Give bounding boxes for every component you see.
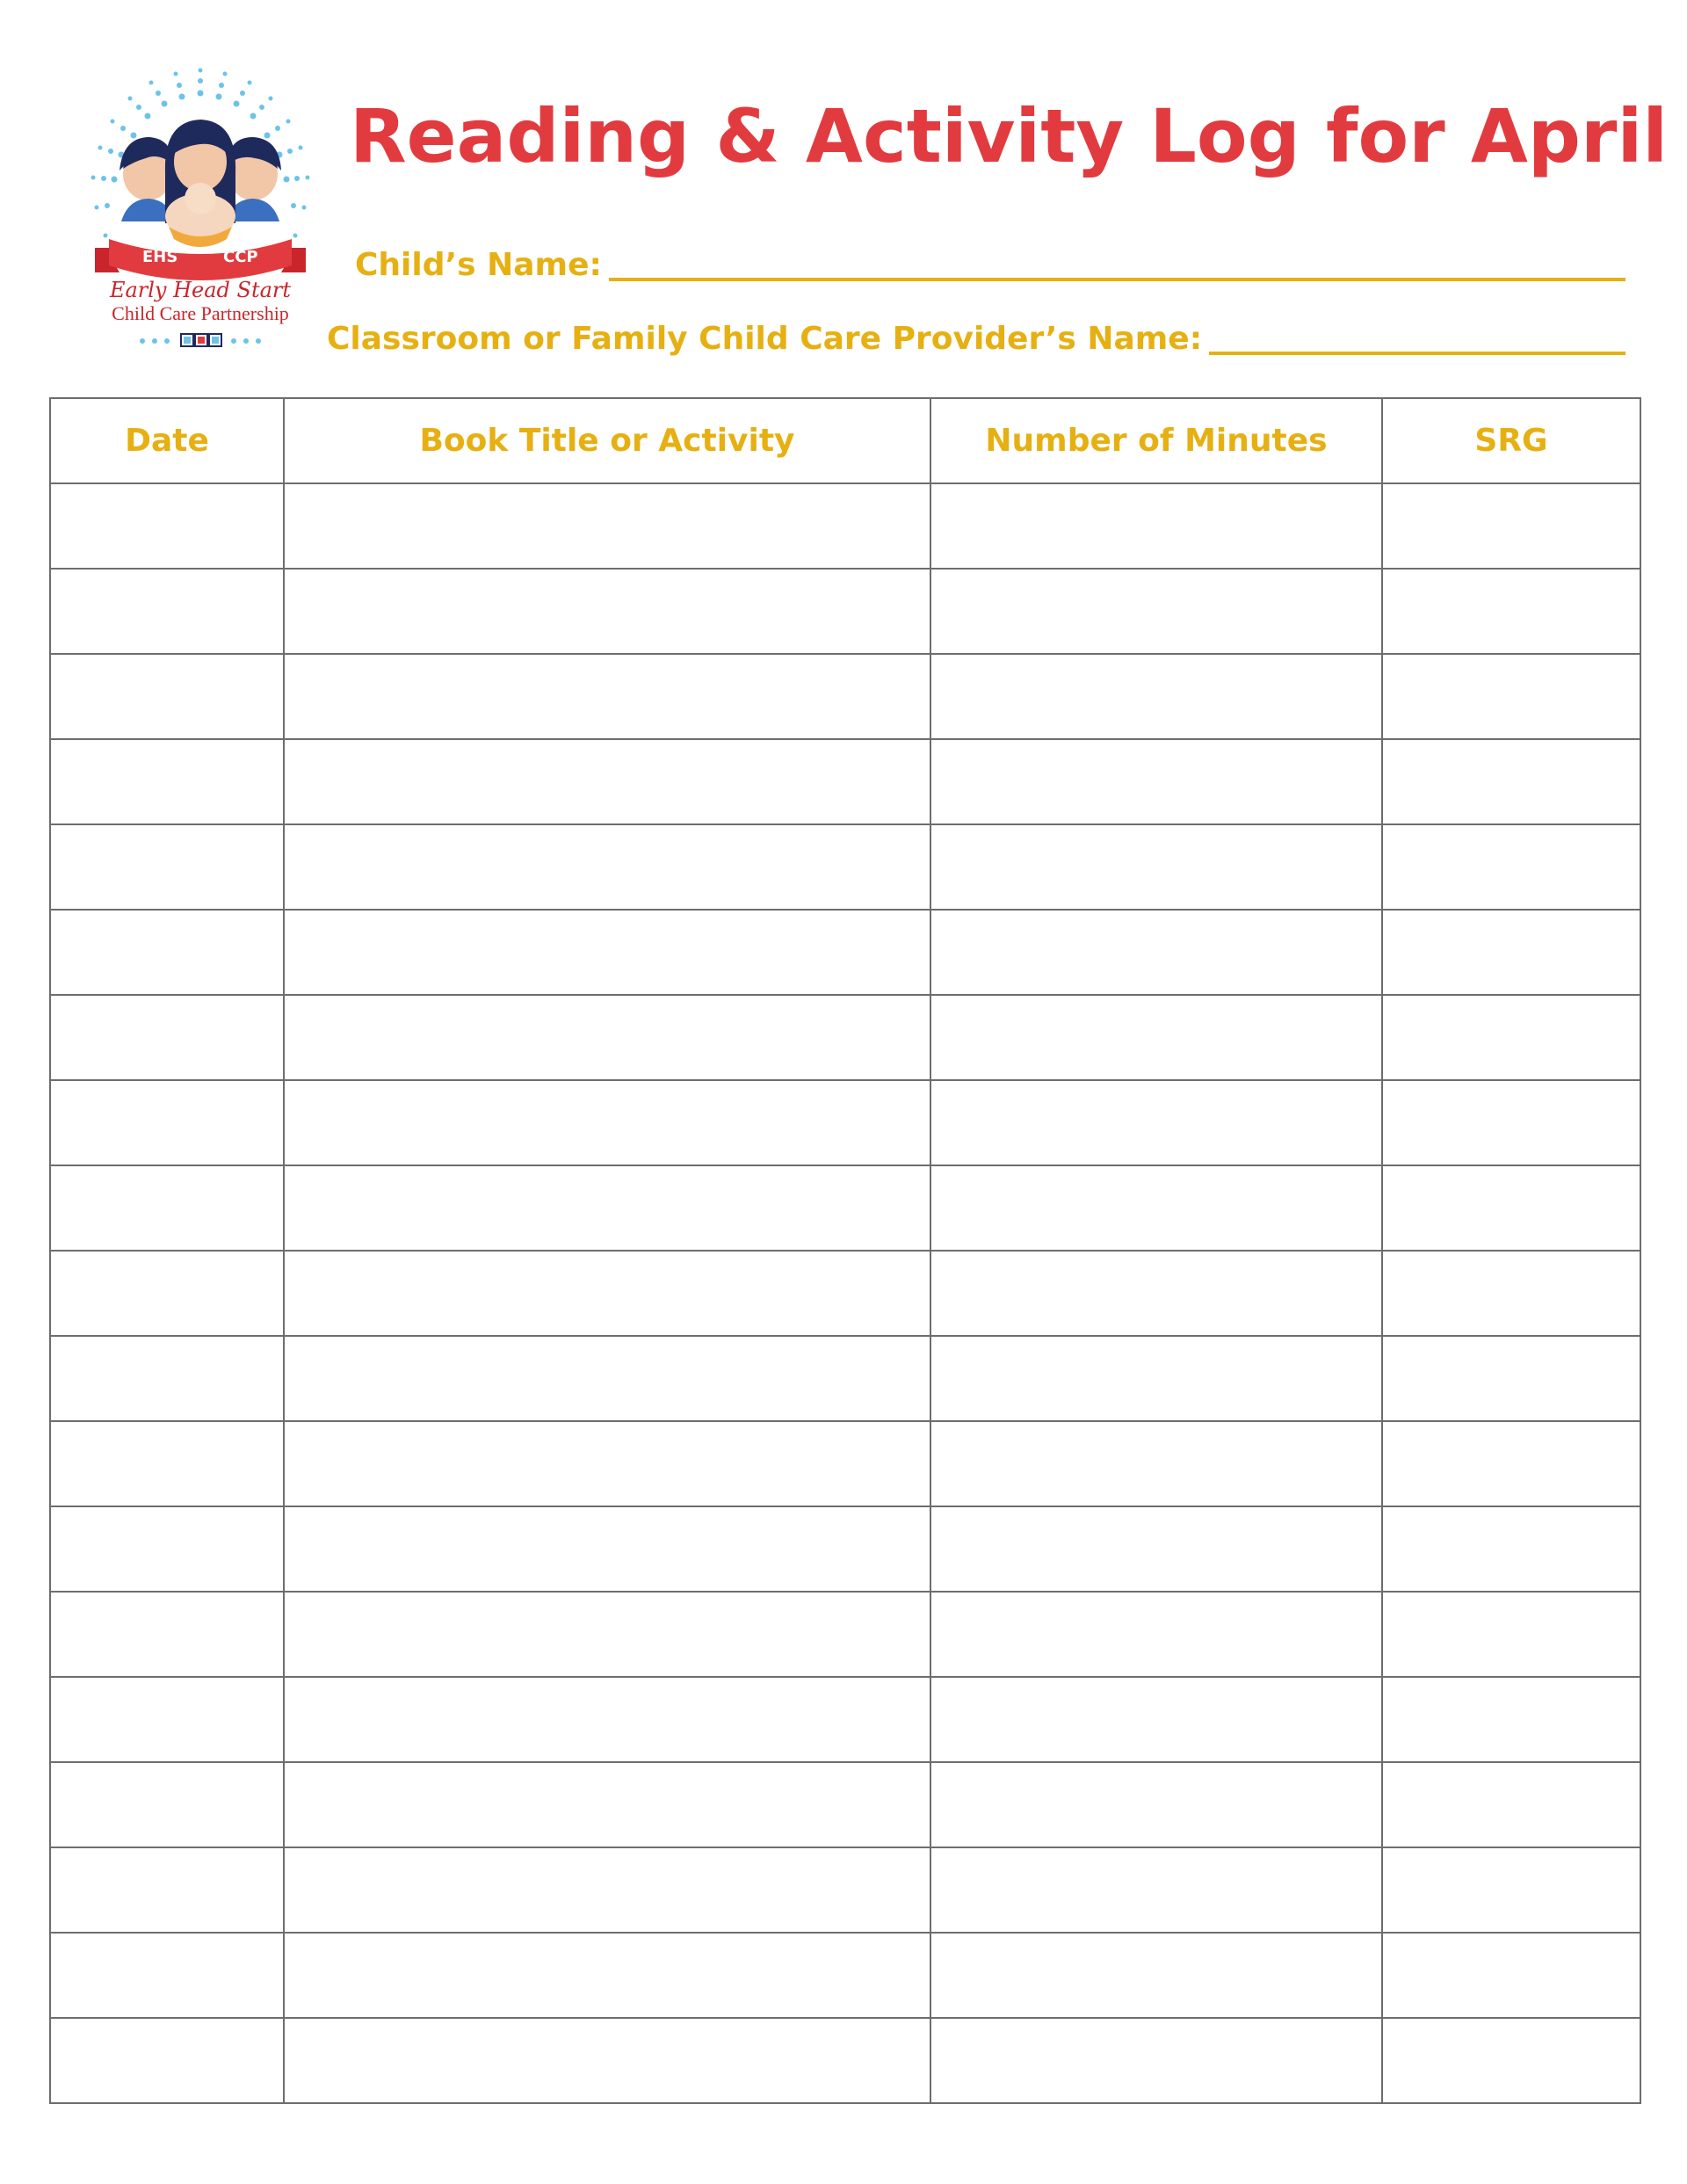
book-title-cell[interactable] (284, 995, 930, 1080)
minutes-cell[interactable] (930, 1080, 1382, 1165)
table-row (50, 1251, 1640, 1336)
book-title-cell[interactable] (284, 1592, 930, 1677)
provider-name-field[interactable] (327, 313, 1625, 357)
minutes-cell[interactable] (930, 1251, 1382, 1336)
date-cell[interactable] (50, 1336, 284, 1421)
srg-cell[interactable] (1382, 1421, 1640, 1506)
srg-cell[interactable] (1382, 1506, 1640, 1592)
column-header-srg: SRG (1382, 398, 1640, 483)
srg-cell[interactable] (1382, 1847, 1640, 1933)
date-cell[interactable] (50, 1762, 284, 1847)
book-title-cell[interactable] (284, 1080, 930, 1165)
srg-cell[interactable] (1382, 1251, 1640, 1336)
logo-script-line: Early Head Start (109, 278, 292, 302)
minutes-cell[interactable] (930, 1847, 1382, 1933)
table-row (50, 1165, 1640, 1251)
date-cell[interactable] (50, 1677, 284, 1762)
table-row (50, 1933, 1640, 2018)
minutes-cell[interactable] (930, 1165, 1382, 1251)
table-row (50, 1421, 1640, 1506)
srg-cell[interactable] (1382, 1592, 1640, 1677)
book-title-cell[interactable] (284, 1251, 930, 1336)
minutes-cell[interactable] (930, 1421, 1382, 1506)
srg-cell[interactable] (1382, 995, 1640, 1080)
table-row (50, 1336, 1640, 1421)
minutes-cell[interactable] (930, 483, 1382, 569)
family-logo-icon (77, 67, 323, 357)
date-cell[interactable] (50, 2018, 284, 2103)
srg-cell[interactable] (1382, 739, 1640, 824)
reading-log-table (49, 397, 1641, 2104)
book-title-cell[interactable] (284, 654, 930, 739)
srg-cell[interactable] (1382, 483, 1640, 569)
minutes-cell[interactable] (930, 739, 1382, 824)
table-row (50, 995, 1640, 1080)
srg-cell[interactable] (1382, 2018, 1640, 2103)
table-row (50, 2018, 1640, 2103)
date-cell[interactable] (50, 569, 284, 654)
logo-badge-right: CCP (223, 248, 258, 266)
srg-cell[interactable] (1382, 1165, 1640, 1251)
srg-cell[interactable] (1382, 1762, 1640, 1847)
srg-cell[interactable] (1382, 1080, 1640, 1165)
book-title-cell[interactable] (284, 1762, 930, 1847)
book-title-cell[interactable] (284, 569, 930, 654)
child-name-label: Child’s Name: (355, 247, 602, 283)
srg-cell[interactable] (1382, 910, 1640, 995)
minutes-cell[interactable] (930, 654, 1382, 739)
minutes-cell[interactable] (930, 910, 1382, 995)
column-header-minutes: Number of Minutes (930, 398, 1382, 483)
table-row (50, 569, 1640, 654)
column-header-book-title: Book Title or Activity (284, 398, 930, 483)
date-cell[interactable] (50, 483, 284, 569)
minutes-cell[interactable] (930, 995, 1382, 1080)
table-row (50, 1847, 1640, 1933)
date-cell[interactable] (50, 910, 284, 995)
date-cell[interactable] (50, 1080, 284, 1165)
table-row (50, 1592, 1640, 1677)
book-title-cell[interactable] (284, 1506, 930, 1592)
date-cell[interactable] (50, 654, 284, 739)
table-row (50, 1080, 1640, 1165)
minutes-cell[interactable] (930, 2018, 1382, 2103)
provider-name-line[interactable] (1209, 352, 1625, 355)
date-cell[interactable] (50, 1421, 284, 1506)
logo-name-line: Child Care Partnership (112, 302, 289, 324)
table-row (50, 1762, 1640, 1847)
table-row (50, 739, 1640, 824)
table-row (50, 483, 1640, 569)
date-cell[interactable] (50, 995, 284, 1080)
date-cell[interactable] (50, 1165, 284, 1251)
minutes-cell[interactable] (930, 1677, 1382, 1762)
srg-cell[interactable] (1382, 654, 1640, 739)
minutes-cell[interactable] (930, 1336, 1382, 1421)
table-row (50, 910, 1640, 995)
table-row (50, 824, 1640, 910)
srg-cell[interactable] (1382, 1933, 1640, 2018)
book-title-cell[interactable] (284, 1336, 930, 1421)
child-name-field[interactable] (355, 239, 1625, 283)
column-header-date: Date (50, 398, 284, 483)
table-header-row (50, 398, 1640, 483)
date-cell[interactable] (50, 824, 284, 910)
minutes-cell[interactable] (930, 569, 1382, 654)
table-body (50, 483, 1640, 2103)
book-title-cell[interactable] (284, 1677, 930, 1762)
book-title-cell[interactable] (284, 1421, 930, 1506)
provider-name-label: Classroom or Family Child Care Provider’s Name: (327, 321, 1203, 357)
table-row (50, 1677, 1640, 1762)
book-title-cell[interactable] (284, 1933, 930, 2018)
date-cell[interactable] (50, 739, 284, 824)
book-title-cell[interactable] (284, 1165, 930, 1251)
book-title-cell[interactable] (284, 483, 930, 569)
date-cell[interactable] (50, 1933, 284, 2018)
book-title-cell[interactable] (284, 1847, 930, 1933)
minutes-cell[interactable] (930, 1762, 1382, 1847)
book-title-cell[interactable] (284, 910, 930, 995)
table-row (50, 654, 1640, 739)
minutes-cell[interactable] (930, 1933, 1382, 2018)
minutes-cell[interactable] (930, 1506, 1382, 1592)
table-row (50, 1506, 1640, 1592)
logo-badge-left: EHS (142, 248, 178, 266)
child-name-line[interactable] (609, 278, 1625, 281)
date-cell[interactable] (50, 1251, 284, 1336)
book-title-cell[interactable] (284, 824, 930, 910)
ehs-ccp-logo (77, 67, 323, 357)
book-title-cell[interactable] (284, 2018, 930, 2103)
srg-cell[interactable] (1382, 1336, 1640, 1421)
srg-cell[interactable] (1382, 824, 1640, 910)
date-cell[interactable] (50, 1847, 284, 1933)
date-cell[interactable] (50, 1592, 284, 1677)
page-title: Reading & Activity Log for April (350, 93, 1669, 179)
srg-cell[interactable] (1382, 1677, 1640, 1762)
minutes-cell[interactable] (930, 824, 1382, 910)
minutes-cell[interactable] (930, 1592, 1382, 1677)
book-title-cell[interactable] (284, 739, 930, 824)
date-cell[interactable] (50, 1506, 284, 1592)
srg-cell[interactable] (1382, 569, 1640, 654)
